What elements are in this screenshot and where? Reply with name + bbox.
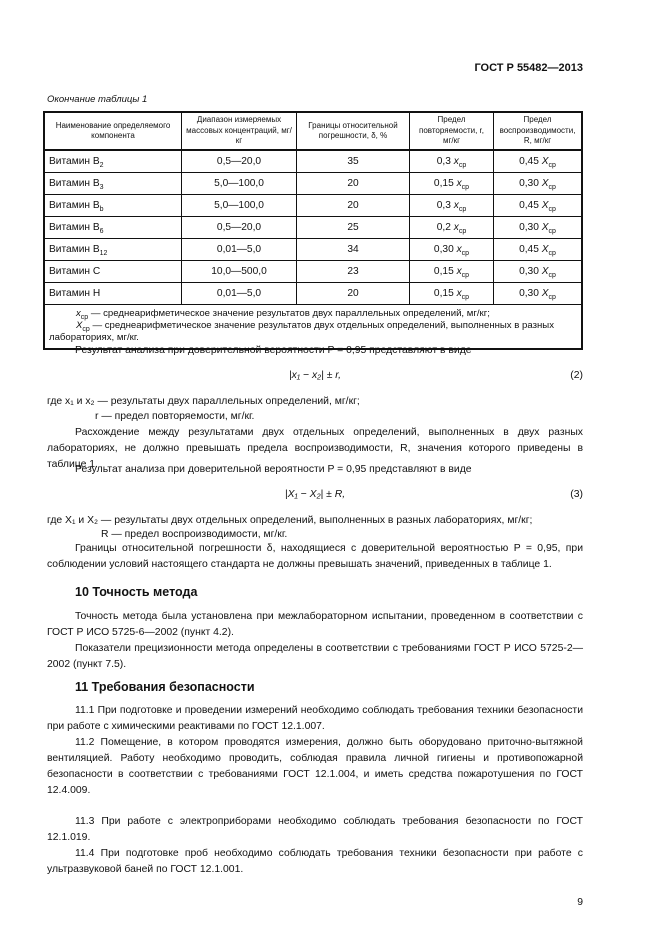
table-row: [44, 239, 582, 261]
reproducibility-cell: 0,30 $X_{ср}$: [494, 173, 583, 195]
page-number: 9: [577, 897, 583, 908]
reproducibility-cell: 0,30 $X_{ср}$: [494, 217, 583, 239]
column-header: Наименование определяемого компонента: [44, 112, 182, 150]
repeatability-cell: 0,30 $x_{ср}$: [410, 239, 494, 261]
range-cell: 10,0—500,0: [182, 261, 297, 283]
paragraph: 11.1 При подготовке и проведении измерений необходимо соблюдать требования техники безопасности при работе с химическими реактивами по ГОСТ 12.1.007.: [47, 705, 583, 732]
delta-cell: 35: [297, 150, 410, 173]
component-name: Витамин H: [44, 283, 182, 305]
column-header: Предел воспроизводимости, R, мг/кг: [494, 112, 583, 150]
repeatability-cell: 0,3 $x_{ср}$: [410, 195, 494, 217]
delta-cell: 23: [297, 261, 410, 283]
paragraph: Точность метода была установлена при межлабораторном испытании, проведенном в соответствии с ГОСТ Р ИСО 5725-6—2002 (пункт 4.2).: [47, 611, 583, 638]
paragraph: Показатели прецизионности метода определены в соответствии с требованиями ГОСТ Р ИСО 5725-2—2002 (пункт 7.5).: [47, 643, 583, 670]
formula-3: |X₁ − X₂| ± R, (3): [284, 489, 583, 500]
repeatability-cell: 0,15 $x_{ср}$: [410, 283, 494, 305]
column-header: Диапазон измеряемых массовых концентраций, мг/кг: [182, 112, 297, 150]
component-name: Витамин $B_3$: [44, 173, 182, 195]
section-heading: 11 Требования безопасности: [75, 680, 255, 694]
paragraph: где X₁ и X₂ — результаты двух отдельных определений, выполненных в разных лабораториях, мг/кг;: [47, 515, 533, 526]
table-row: [44, 261, 582, 283]
delta-cell: 34: [297, 239, 410, 261]
delta-cell: 20: [297, 173, 410, 195]
column-header: Границы относительной погрешности, δ, %: [297, 112, 410, 150]
range-cell: 0,01—5,0: [182, 283, 297, 305]
component-name: Витамин $B_b$: [44, 195, 182, 217]
reproducibility-cell: 0,45 $X_{ср}$: [494, 150, 583, 173]
paragraph: r — предел повторяемости, мг/кг.: [95, 411, 255, 422]
paragraph: 11.2 Помещение, в котором проводятся измерения, должно быть оборудовано приточно-вытяжной вентиляцией. Работу необходимо проводить, соблюдая правила личной гигиены и противопожарной безопасности в соответствии с требованиями ГОСТ 12.1.004, и иметь средства пожаротушения по ГОСТ 12.4.009.: [47, 737, 583, 796]
reproducibility-cell: 0,45 $X_{ср}$: [494, 239, 583, 261]
table-row: [44, 173, 582, 195]
range-cell: 0,01—5,0: [182, 239, 297, 261]
component-name: Витамин $B_2$: [44, 150, 182, 173]
range-cell: 5,0—100,0: [182, 173, 297, 195]
delta-cell: 25: [297, 217, 410, 239]
table-row: [44, 150, 582, 173]
component-name: Витамин $B_{12}$: [44, 239, 182, 261]
table-note: $x_{ср}$ — среднеарифметическое значение результатов двух параллельных определений, мг/кг; $X_{ср}$ — среднеарифметическое значение результатов двух отдельных определений, выполненных в разных лабораториях, мг/кг.: [44, 305, 582, 350]
table-row: [44, 283, 582, 305]
document-header: ГОСТ Р 55482—2013: [474, 62, 583, 74]
repeatability-cell: 0,15 $x_{ср}$: [410, 173, 494, 195]
paragraph: 11.3 При работе с электроприборами необходимо соблюдать требования безопасности по ГОСТ 12.1.019.: [47, 816, 583, 843]
paragraph: Границы относительной погрешности δ, находящиеся с доверительной вероятностью P = 0,95, при соблюдении условий настоящего стандарта не должны превышать значений, приведенных в таблице 1.: [47, 543, 583, 570]
column-header: Предел повторяемости, r, мг/кг: [410, 112, 494, 150]
range-cell: 0,5—20,0: [182, 217, 297, 239]
repeatability-cell: 0,2 $x_{ср}$: [410, 217, 494, 239]
results-table: [43, 111, 583, 350]
range-cell: 0,5—20,0: [182, 150, 297, 173]
paragraph: Расхождение между результатами двух отдельных определений, выполненных в двух разных лабораториях, не должно превышать предела воспроизводимости, R, значения которого приведены в таблице 1.: [47, 427, 583, 470]
delta-cell: 20: [297, 283, 410, 305]
paragraph: где x₁ и x₂ — результаты двух параллельных определений, мг/кг;: [47, 396, 360, 407]
table-row: [44, 195, 582, 217]
paragraph: Результат анализа при доверительной вероятности P = 0,95 представляют в виде: [75, 345, 472, 356]
component-name: Витамин $B_6$: [44, 217, 182, 239]
formula-2: |x₁ − x₂| ± r, (2): [288, 370, 583, 381]
table-row: [44, 217, 582, 239]
reproducibility-cell: 0,30 $X_{ср}$: [494, 261, 583, 283]
section-heading: 10 Точность метода: [75, 585, 198, 599]
paragraph: R — предел воспроизводимости, мг/кг.: [101, 529, 288, 540]
paragraph: Результат анализа при доверительной вероятности P = 0,95 представляют в виде: [75, 464, 472, 475]
paragraph: 11.4 При подготовке проб необходимо соблюдать требования техники безопасности при работе с ультразвуковой баней по ГОСТ 12.1.001.: [47, 848, 583, 875]
repeatability-cell: 0,3 $x_{ср}$: [410, 150, 494, 173]
component-name: Витамин C: [44, 261, 182, 283]
reproducibility-cell: 0,45 $X_{ср}$: [494, 195, 583, 217]
repeatability-cell: 0,15 $x_{ср}$: [410, 261, 494, 283]
reproducibility-cell: 0,30 $X_{ср}$: [494, 283, 583, 305]
range-cell: 5,0—100,0: [182, 195, 297, 217]
table-caption: Окончание таблицы 1: [47, 94, 148, 105]
delta-cell: 20: [297, 195, 410, 217]
